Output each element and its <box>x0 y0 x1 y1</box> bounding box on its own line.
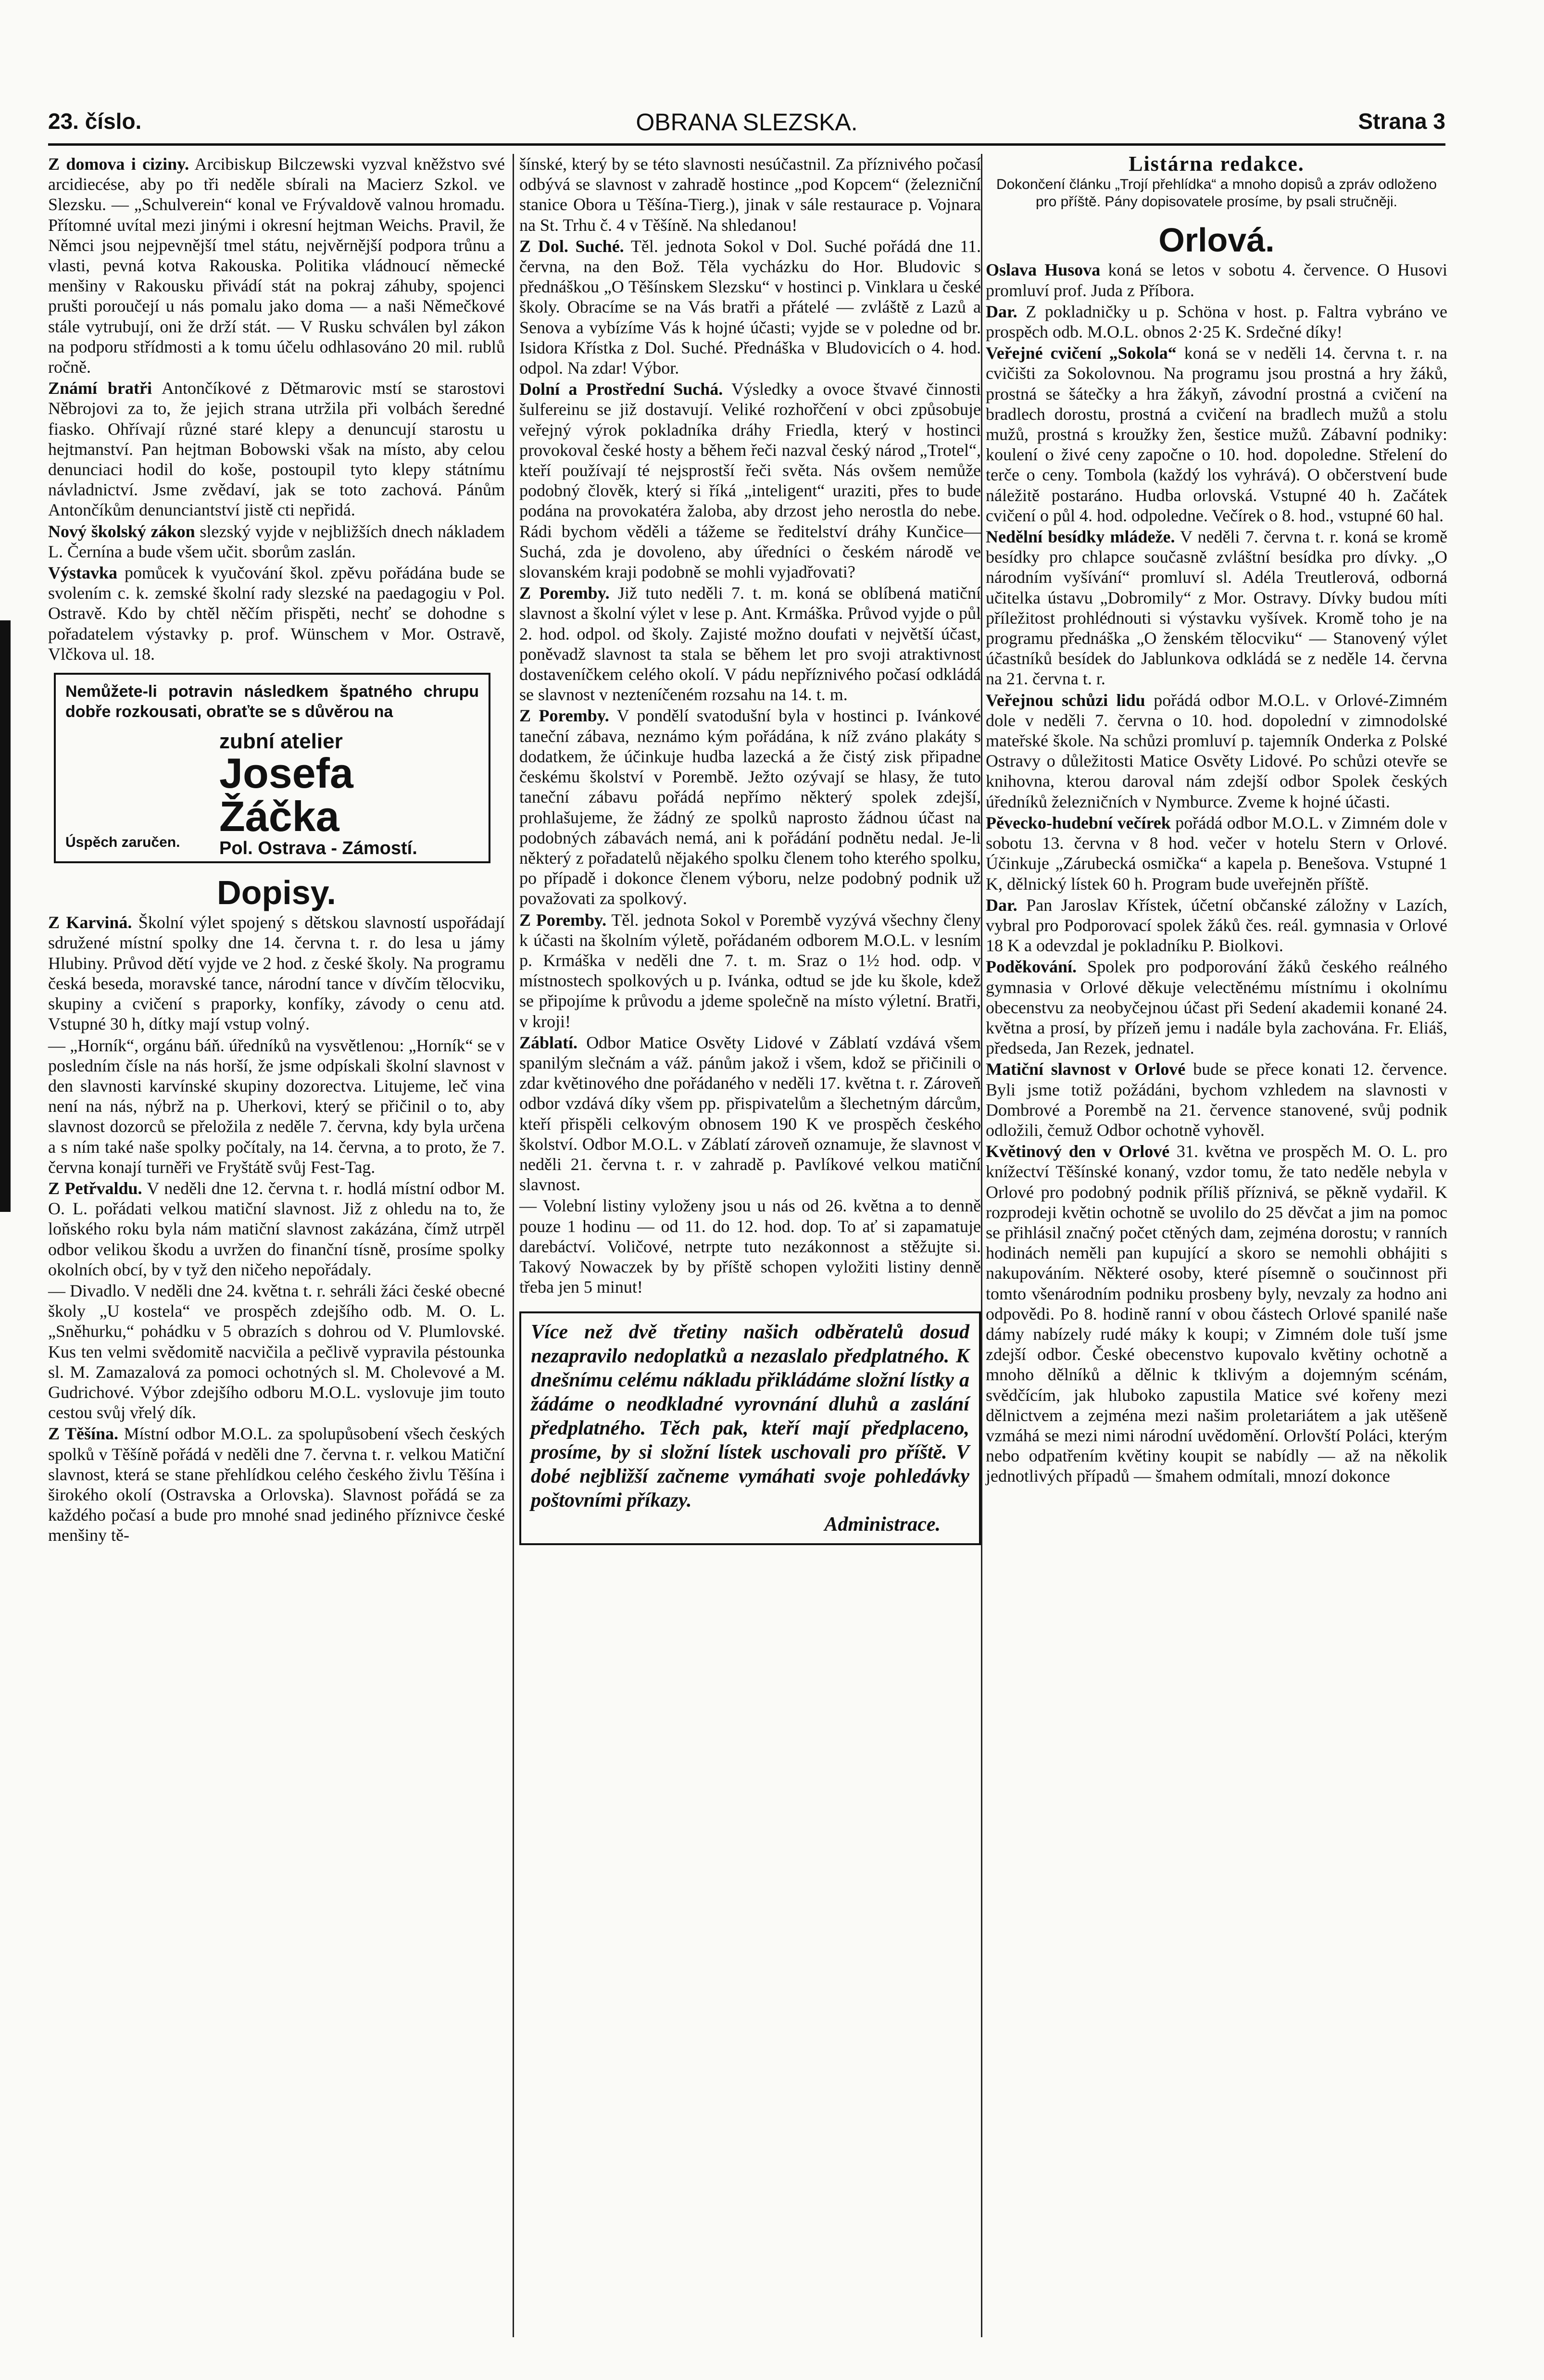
article: Z Poremby. V pondělí svatodušní byla v hostinci p. Ivánkové taneční zábava, neznámo kým pořádána, k níž zváno plakáty s dodatkem, že účinkuje hudba lazecká a že čistý zisk připadne českému školství v Porembě. Ježto ozývají se hlasy, že tuto taneční zábavu pořádá nepřímo některý spolek zdejší, prohlašujeme, že žádný ze spolků naprosto žádnou účast na podobných zábavách nemá, ani k pořádání podnětu nedal. Je-li některý z pořadatelů nějakého spolku členem toho kterého spolku, po případě i dokonce členem výboru, nelze podobný podnik už považovati za spolkový. <box>519 706 981 908</box>
article: Z Dol. Suché. Těl. jednota Sokol v Dol. Suché pořádá dne 11. června, na den Bož. Těla vycházku do Hor. Bludovic s přednáškou „O Těšínskem Slezsku“ v hostinci p. Vinklara u české školy. Obracíme se na Vás bratři a přátelé — zvláště z Lazů a Senova a vybízíme Vás k hojné účasti; vyjde se v poledne od br. Isidora Křístka z Dol. Suché. Přednáška v Bludovicích o 4. hod. odpol. Na zdar! Výbor. <box>519 236 981 378</box>
column-divider-1 <box>513 154 514 2337</box>
page-number: Strana 3 <box>1358 109 1445 134</box>
scan-edge-mark <box>0 620 11 1212</box>
editorial-letters-text: Dokončení článku „Trojí přehlídka“ a mnoho dopisů a zpráv odloženo pro příště. Pány dopisovatele prosíme, by psali stručněji. <box>996 176 1437 210</box>
header-rule <box>48 143 1445 146</box>
article: — „Horník“, orgánu báň. úředníků na vysvětlenou: „Horník“ se v posledním čísle na nás horší, že jsme odpískali školní slavnost v den slavnosti karvínské skupiny dozorectva. Litujeme, leč vina není na nás, nýbrž na p. Uherkovi, který se přičinil o to, aby slavnost dozorců se přeložila z neděle 7. června, kdy byla určena a s ním také naše spolky počítaly, na 14. června, a to proto, že 7. června konají turněři ve Fryštátě svůj Fest-Tag. <box>48 1035 505 1177</box>
column-3 <box>986 154 1447 1487</box>
article: Nedělní besídky mládeže. V neděli 7. června t. r. koná se kromě besídky pro chlapce současně zvláštní besídka pro dívky. „O národním vyšívání“ promluví sl. Adéla Treutlerová, odborná učitelka ústavu „Dobromily“ z Mor. Ostravy. Dívky budou míti příležitost prohlédnouti si výstavku vyšívek. Kromě toho je na programu přednáška „O ženském tělocviku“ — Stanovený výlet účastníků besídek do Jablunkova odkládá se z neděle 14. června na 21. června t. r. <box>986 527 1447 689</box>
advertiser-name: Josefa Žáčka <box>219 749 353 841</box>
article: Záblatí. Odbor Matice Osvěty Lidové v Záblatí vzdává všem spanilým slečnám a váž. pánům jakož i všem, kdož se přičinili o zdar květinového dne pořádaného v neděli 17. května t. r. Zároveň odbor vzdává díky všem pp. přispivatelům a šlechetným dárcům, kteří přispěli celkovým obnosem 190 K ve prospěch českého školství. Odbor M.O.L. v Záblatí zároveň oznamuje, že slavnost v neděli 21. června t. r. v zahradě p. Pavlíkové velkou matiční slavnost. <box>519 1033 981 1195</box>
section-heading: Orlová. <box>1158 221 1275 259</box>
article: Výstavka pomůcek k vyučování škol. zpěvu pořádána bude se svolením c. k. zemské školní rady slezské na paedagogiu v Pol. Ostravě. Kdo by chtěl něčím přispěti, nechť se dohodne s pořadatelem výstavky p. prof. Wünschem v Mor. Ostravě, Vlčkova ul. 18. <box>48 563 505 664</box>
article: Dar. Pan Jaroslav Křístek, účetní občanské záložny v Lazích, vybral pro Podporovací spolek žáků čes. reál. gymnasia v Orlové 18 K a odevzdal je pokladníku P. Biolkovi. <box>986 895 1447 956</box>
subscription-notice: Více než dvě třetiny našich odběratelů dosud nezapravilo nedoplatků a nezaslalo předplatného. K dnešnímu celému nákladu přikládáme složní lístky a žádáme o neodkladné vyrovnání dluhů a zaslání předplatného. Těch pak, kteří mají předplaceno, prosíme, by si složní lístek uschovali pro příště. V dobé nejbližší začneme vymáhati svoje pohledávky poštovními příkazy. Administrace. <box>519 1311 981 1545</box>
article: Z domova i ciziny. Arcibiskup Bilczewski vyzval kněžstvo své arcidiecése, aby po tři neděle sbírali na Macierz Szkol. ve Slezsku. — „Schulverein“ konal ve Frývaldově valnou hromadu. Přítomné uvítal mezi jinými i okresní hejtman Weichs. Pravil, že Němci jsou nejpevnější tmel státu, nejvěrnější podpora trůnu a vlasti, pevná kotva Rakouska. Politika vládnoucí německé menšiny v Rakousku přivádí stát na pokraj záhuby, spojenci prušti poroučejí u nás pomalu jako doma — a naši Němečkové stále vytrubují, oni že drží stát. — V Rusku schválen byl zákon na podporu střídmosti a k tomu účelu odhlasováno 20 mil. rublů ročně. <box>48 154 505 377</box>
article: Z Petřvaldu. V neděli dne 12. června t. r. hodlá místní odbor M. O. L. pořádati velkou matiční slavnost. Již z ohledu na to, že loňského roku byla nám matiční slavnost zakázána, čímž utrpěl odbor velikou škodu a uvržen do finanční tísně, prosíme spolky okolních obcí, by v tyž den ničeho nepořádaly. <box>48 1178 505 1279</box>
article: šínské, který by se této slavnosti nesúčastnil. Za příznivého počasí odbývá se slavnost v zahradě hostince „pod Kopcem“ (železniční stanice Obora u Těšína-Tierg.), jinak v sále restaurace p. Vojnara na St. Trhu č. 4 v Těšíně. Na shledanou! <box>519 154 981 235</box>
column-2 <box>519 154 981 1545</box>
article: Z Poremby. Již tuto neděli 7. t. m. koná se oblíbená matiční slavnost a školní výlet v lese p. Ant. Krmáška. Průvod vyjde o půl 2. hod. odpol. od školy. Zajisté možno doufati v největší účast, poněvadž slavnost ta stala se během let pro svoji atraktivnost dostaveníčkem celého okolí. V pádu nepříznivého počasí odkládá se slavnost v nezteníčeném rozsahu na 14. t. m. <box>519 583 981 705</box>
article: Pěvecko-hudební večírek pořádá odbor M.O.L. v Zimném dole v sobotu 13. června v 8 hod. večer v hotelu Stern v Orlové. Účinkuje „Zárubecká osmička“ a kapela p. Benešova. Vstupné 1 K, dělnický lístek 60 h. Program bude uveřejněn příště. <box>986 813 1448 894</box>
article: — Divadlo. V neděli dne 24. května t. r. sehráli žáci české obecné školy „U kostela“ ve prospěch zdejšího odb. M. O. L. „Sněhurku,“ pohádku v 5 obrazích s dohrou od V. Plumlovské. Kus ten velmi svědomitě nacvičila a pečlivě vypravila péstounka sl. M. Zamazalová za pomoci ochotných sl. M. Cholevové a M. Gudrichové. Výbor zdejšího odboru M.O.L. vyslovuje jim touto cestou svůj vřelý dík. <box>48 1281 505 1423</box>
article: Z Poremby. Těl. jednota Sokol v Porembě vyzývá všechny členy k účasti na školním výletě, pořádaném odborem M.O.L. v lesním p. Krmáška v neděli dne 7. t. m. Sraz o 1½ hod. odp. v místnostech spolkových u p. Ivánka, odtud se jde ku škole, kdež se připojíme k průvodu a jdeme společně na místo výletní. Bratři, v kroji! <box>519 910 981 1031</box>
article: Veřejné cvičení „Sokola“ koná se v neděli 14. června t. r. na cvičišti za Sokolovnou. Na programu jsou prostná a hry žáků, prostná se šátečky a hra žákyň, závodní prostná a cvičení na bradlech dorostu, prostná a cvičení na bradlech mužů a stolu mužů, prostná s kroužky žen, šestice mužů. Zábavní podniky: koulení o živé ceny započne o 10. hod. dopoledne. Střelení do terče o ceny. Tombola (každý los vyhrává). O občerstvení bude náležitě postaráno. Hudba orlovská. Vstupné 40 h. Začátek cvičení o půl 4. hod. odpoledne. Večírek o 8. hod., vstupné 60 hal. <box>986 343 1448 525</box>
article: Nový školský zákon slezský vyjde v nejbližších dnech nákladem L. Černína a bude všem učit. sborům zaslán. <box>48 521 505 561</box>
page-header <box>48 108 1445 142</box>
article: Dolní a Prostřední Suchá. Výsledky a ovoce štvavé činnosti šulfereinu se již dostavují. Veliké rozhořčení v obci způsobuje veřejný výrok pokladníka dráhy Friedla, který v hostinci provokoval české hosty a během řeči nazval český národ „Trotel“, kteří používají té nejsprostší řeči světa. Nás ovšem nemůže podobný člověk, který si říká „inteligent“ uraziti, přes to bude podána na provokatéra žaloba, aby drzost jeho nerostla do nebe. Rádi bychom věděli a tážeme se ředitelství dráhy Kunčice— Suchá, zda je dovoleno, aby úředníci o českém národě ve slovanském kraji podobně se mohli vyjadřovati? <box>519 379 981 582</box>
article: Dar. Z pokladničky u p. Schöna v host. p. Faltra vybráno ve prospěch odb. M.O.L. obnos 2·25 K. Srdečné díky! <box>986 302 1448 342</box>
editorial-letters-heading: Listárna redakce. <box>1129 152 1305 176</box>
article: Z Těšína. Místní odbor M.O.L. za spolupůsobení všech českých spolků v Těšíně pořádá v neděli dne 7. června t. r. velkou Matiční slavnost, která se stane přehlídkou celého českého živlu Těšína i širokého okolí (Ostravska a Orlovska). Slavnost pořádá se za každého počasí a bude pro mnohé snad jediného příznivce české menšiny tě- <box>48 1424 505 1545</box>
dentist-advertisement: Nemůžete-li potravin následkem špatného chrupu dobře rozkousati, obraťte se s důvěrou na zubní atelier Josefa Žáčka Pol. Ostrava - Zámostí. Úspěch zaručen. <box>54 673 490 863</box>
article: — Volební listiny vyloženy jsou u nás od 26. května a to denně pouze 1 hodinu — od 11. do 12. hod. dop. To ať si zapamatuje darebáctví. Voličové, netrpte tuto nezákonnost a stěžujte si. Takový Nowaczek by by příště schopen vyložiti listiny denně třeba jen 5 minut! <box>519 1196 981 1297</box>
article: Oslava Husova koná se letos v sobotu 4. července. O Husovi promluví prof. Juda z Příbora. <box>986 260 1448 300</box>
issue-number: 23. číslo. <box>48 109 142 134</box>
column-1 <box>48 154 505 1547</box>
article: Poděkování. Spolek pro podporování žáků českého reálného gymnasia v Orlové děkuje velectěnému místnímu i okolnímu obecenstvu za neobyčejnou účast při Sedení akademii konané 24. května a prosí, by přízeň jemu i nadále byla zachována. Fr. Eliáš, předseda, Jan Rezek, jednatel. <box>986 957 1448 1058</box>
newspaper-title: OBRANA SLEZSKA. <box>636 109 858 136</box>
section-heading: Dopisy. <box>217 874 336 912</box>
article: Matiční slavnost v Orlové bude se přece konati 12. července. Byli jsme totiž požádáni, bychom vzhledem na slavnosti v Dombrové a Porembě na 21. července stanovené, svůj podnik odložili, čemuž Odbor ochotně vyhověl. <box>986 1059 1447 1140</box>
column-divider-2 <box>981 154 982 2337</box>
article: Květinový den v Orlové 31. května ve prospěch M. O. L. pro knížectví Těšínské konaný, vzdor tomu, že tato neděle nebyla v Orlové pro podobný podnik příliš příznivá, se pěkně vydařil. K rozprodeji květin ochotně se uvolilo do 25 děvčat a jim na pomoc se přihlásil značný počet ctěných dam, zejména dorostu; v ranních hodinách neměli pan kupující a skoro se nemohli obhájiti s nakupováním. Některé osoby, které písemně o součinnost při tomto všenárodním podniku prosbeny byly, nevzaly za hodno ani odpovědi. Po 8. hodině ranní v obou částech Orlové spanilé naše dámy nabízely rudé máky k koupi; v Zimném dole tuší jsme zdejší odbor. České obecenstvo kupovalo květiny ochotně a mnoho dělníků a dělnic k tklivým a dojemným scénám, svědčícím, jak hluboko zapustila Matice své kořeny mezi dělnictvem a zejména mezi našim proletariátem a jak utěšeně vzmáhá se mezi nimi národní uvědomění. Orlovští Poláci, kterým nebo odpatřením květiny koupit se nabídly — až na několik jednotlivých případů — šmahem odmítali, mnozí dokonce <box>986 1142 1448 1486</box>
article: Veřejnou schůzi lidu pořádá odbor M.O.L. v Orlové-Zimném dole v neděli 7. června o 10. hod. dopolední v zimnodolské mateřské škole. Na schůzi promluví p. tajemník Onderka z Polské Ostravy o důležitosti Matice Osvěty Lidové. Po schůzi otevře se knihovna, kterou daroval nám zdejší odbor Spolek českých úředníků železničních v Nymburce. Zveme k hojné účasti. <box>986 690 1448 811</box>
article: Známí bratři Antončíkové z Dětmarovic mstí se starostovi Něbrojovi za to, že jejich strana utržila při volbách šeredné fiasko. Ohřívají různé staré klepy a denuncují starostu u hejtmanství. Pan hejtman Bobowski však na místo, aby celou denunciaci hodil do koše, postoupil tyto klepy státnímu návladnictví. Jsme zvědaví, jak se toto zachová. Pánům Antončíkům denunciantství jistě cti nepřidá. <box>48 378 505 520</box>
article: Z Karviná. Školní výlet spojený s dětskou slavností uspořádají sdružené místní spolky dne 14. června t. r. do lesa u jámy Hlubiny. Průvod dětí vyjde ve 2 hod. z české školy. Na programu česká beseda, moravské tance, národní tance v dívčím tělocviku, skupiny a cvičení s praporky, konfíky, závody o cenu atd. Vstupné 30 h, dítky mají vstup volný. <box>48 913 505 1034</box>
